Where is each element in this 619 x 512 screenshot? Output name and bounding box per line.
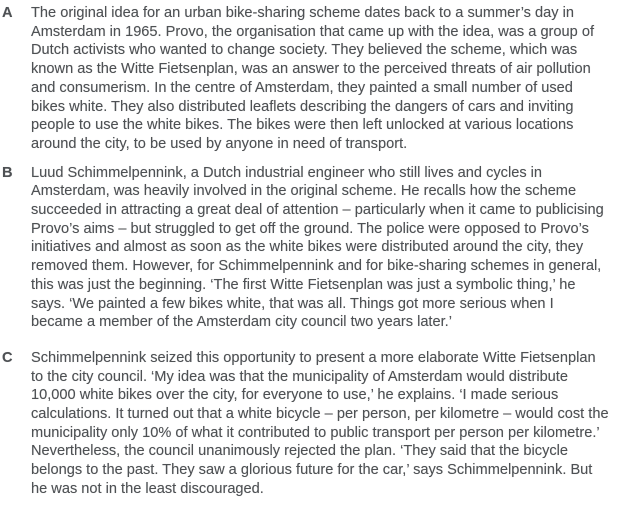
paragraph-a-label: A (2, 5, 13, 21)
paragraph-b (2, 164, 613, 332)
paragraph-c-text: Schimmelpennink seized this opportunity to present a more elaborate Witte Fietsenplan to the city council. ‘My idea was that the municipality of Amsterdam would distribute 10,000 white bikes over the city, for everyone to use,’ he explains. ‘I made serious calculations. It turned out that a white bicycle – per person, per kilometre – would cost the municipality only 10% of what it contributed to public transport per person per kilometre.’ Nevertheless, the council unanimously rejected the plan. ‘They said that the bicycle belongs to the past. They saw a glorious future for the car,’ says Schimmelpennink. But he was not in the least discouraged. (31, 349, 609, 497)
paragraph-a (2, 4, 613, 154)
paragraph-a-text: The original idea for an urban bike-sharing scheme dates back to a summer’s day in Amsterdam in 1965. Provo, the organisation that came up with the idea, was a group of Dutch activists who wanted to change society. They believed the scheme, which was known as the Witte Fietsenplan, was an answer to the perceived threats of air pollution and consumerism. In the centre of Amsterdam, they painted a small number of used bikes white. They also distributed leaflets describing the dangers of cars and inviting people to use the white bikes. The bikes were then left unlocked at various locations around the city, to be used by anyone in need of transport. (31, 5, 594, 152)
paragraph-c (2, 349, 613, 499)
paragraph-b-label: B (2, 164, 13, 181)
paragraph-c-label: C (2, 349, 13, 366)
paragraph-b-text: Luud Schimmelpennink, a Dutch industrial engineer who still lives and cycles in Amsterdam, was heavily involved in the original scheme. He recalls how the scheme succeeded in attracting a great deal of attention – particularly when it came to publicising Provo’s aims – but struggled to get off the ground. The police were opposed to Provo’s initiatives and almost as soon as the white bikes were distributed around the city, they removed them. However, for Schimmelpennink and for bike-sharing schemes in general, this was just the beginning. ‘The first Witte Fietsenplan was just a symbolic thing,’ he says. ‘We painted a few bikes white, that was all. Things got more serious when I became a member of the Amsterdam city council two years later.’ (31, 164, 604, 331)
